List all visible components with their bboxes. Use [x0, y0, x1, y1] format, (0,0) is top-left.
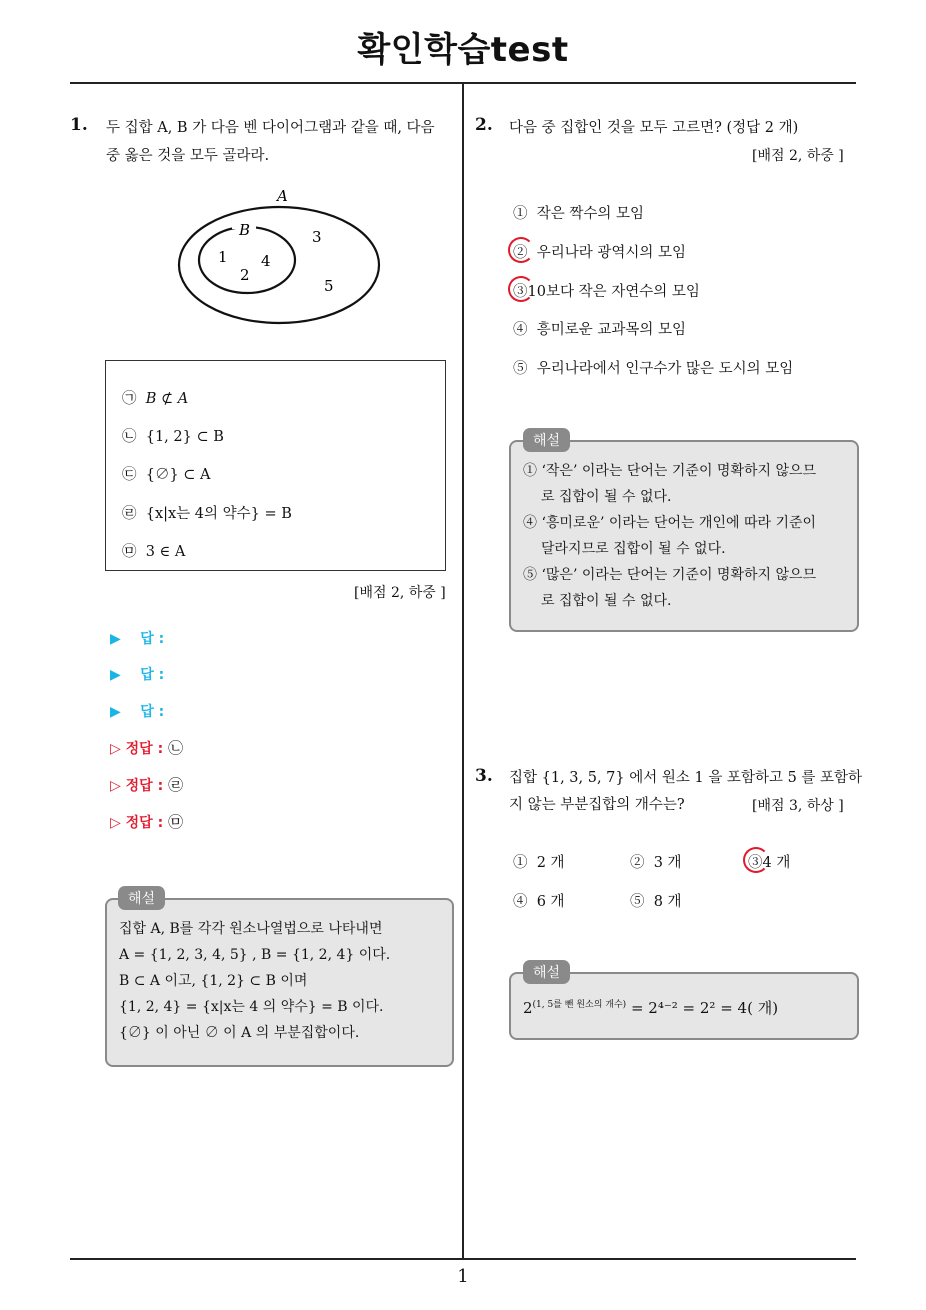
solution-line: ④ ‘흥미로운’ 이라는 단어는 개인에 따라 기준이	[523, 515, 817, 531]
venn-set-a-ellipse	[179, 207, 379, 323]
solution-line: 집합 A, B를 각각 원소나열법으로 나타내면	[119, 921, 383, 937]
correct-arrow-icon: ▷	[110, 815, 121, 831]
q3-option[interactable]: ⑤ 8 개	[630, 894, 682, 910]
q3-score: [배점 3, 하상 ]	[752, 798, 844, 814]
solution-line: ⑤ ‘많은’ 이라는 단어는 기준이 명확하지 않으므	[523, 567, 817, 583]
q2-number: 2.	[475, 115, 493, 135]
q3-option[interactable]: ① 2 개	[513, 855, 565, 871]
q1-choice-box	[105, 360, 446, 571]
correct-arrow-icon: ▷	[110, 741, 121, 757]
venn-label-a: A	[277, 187, 288, 205]
answer-arrow-icon: ▶	[110, 704, 121, 720]
q1-choice: ㉠ B ⊄ A	[122, 391, 189, 407]
q2-option[interactable]: ⑤ 우리나라에서 인구수가 많은 도시의 모임	[513, 361, 794, 377]
q1-choice: ㉡ {1, 2} ⊂ B	[122, 429, 224, 445]
solution-line: {∅} 이 아닌 ∅ 이 A 의 부분집합이다.	[119, 1025, 360, 1041]
q1-correct-row: ▷ 정답 : ㉣	[110, 776, 184, 794]
q2-option[interactable]: ① 작은 짝수의 모임	[513, 206, 644, 222]
q3-text-line1: 집합 {1, 3, 5, 7} 에서 원소 1 을 포함하고 5 를 포함하	[509, 770, 863, 786]
q1-number: 1.	[70, 115, 88, 135]
selected-circle-icon	[743, 847, 769, 873]
q1-choice: ㉤ 3 ∈ A	[122, 544, 186, 560]
page-title: 확인학습test	[357, 30, 569, 70]
q1-correct-row: ▷ 정답 : ㉤	[110, 813, 184, 831]
bottom-rule	[70, 1258, 856, 1260]
solution-line: 로 집합이 될 수 없다.	[541, 489, 672, 505]
q3-solution-tag: 해설	[523, 960, 570, 984]
q1-venn-diagram	[172, 185, 387, 325]
q1-choice: ㉢ {∅} ⊂ A	[122, 467, 211, 483]
q2-option[interactable]: ② 우리나라 광역시의 모임	[513, 245, 687, 261]
solution-line: {1, 2, 4} = {x|x는 4 의 약수} = B 이다.	[119, 999, 384, 1015]
solution-line: A = {1, 2, 3, 4, 5} , B = {1, 2, 4} 이다.	[119, 947, 391, 963]
solution-line: 달라지므로 집합이 될 수 없다.	[541, 541, 726, 557]
solution-line: 로 집합이 될 수 없다.	[541, 593, 672, 609]
selected-circle-icon	[508, 276, 534, 302]
q2-solution-box	[509, 440, 859, 632]
q3-number: 3.	[475, 766, 493, 786]
column-divider	[462, 84, 464, 1258]
answer-arrow-icon: ▶	[110, 631, 121, 647]
q3-option[interactable]: ② 3 개	[630, 855, 682, 871]
q2-solution-tag: 해설	[523, 428, 570, 452]
q1-text-line1: 두 집합 A, B 가 다음 벤 다이어그램과 같을 때, 다음	[106, 120, 435, 136]
venn-label-b: B	[239, 221, 251, 239]
q3-option[interactable]: ③4 개	[748, 855, 791, 871]
q1-correct-row: ▷ 정답 : ㉡	[110, 739, 184, 757]
selected-circle-icon	[508, 237, 534, 263]
page-number: 1	[457, 1266, 469, 1287]
solution-formula: $2^{(1, 5를 뺀 원소의 개수)} = 2^{4-2} = 2^2 = 4$( 개)	[523, 999, 779, 1017]
q3-text-line2: 지 않는 부분집합의 개수는?	[509, 797, 685, 813]
venn-element: 5	[324, 277, 334, 295]
q2-option[interactable]: ③10보다 작은 자연수의 모임	[513, 284, 700, 300]
q1-answer-row: ▶ 답 :	[110, 667, 165, 683]
q1-answer-row: ▶ 답 :	[110, 704, 165, 720]
q1-solution-tag: 해설	[118, 886, 165, 910]
q2-text: 다음 중 집합인 것을 모두 고르면? (정답 2 개)	[509, 120, 799, 136]
q1-answer-row: ▶ 답 :	[110, 631, 165, 647]
correct-arrow-icon: ▷	[110, 778, 121, 794]
q1-solution-box	[105, 898, 454, 1067]
venn-element: 2	[240, 266, 250, 284]
q1-text-line2: 중 옳은 것을 모두 골라라.	[106, 148, 270, 164]
solution-line: ① ‘작은’ 이라는 단어는 기준이 명확하지 않으므	[523, 463, 817, 479]
venn-element: 1	[218, 248, 228, 266]
answer-arrow-icon: ▶	[110, 667, 121, 683]
q3-option[interactable]: ④ 6 개	[513, 894, 565, 910]
q1-choice: ㉣ {x|x는 4의 약수} = B	[122, 506, 292, 522]
q2-score: [배점 2, 하중 ]	[752, 148, 844, 164]
solution-line: B ⊂ A 이고, {1, 2} ⊂ B 이며	[119, 973, 308, 989]
q1-score: [배점 2, 하중 ]	[354, 585, 446, 601]
venn-element: 3	[312, 228, 322, 246]
q2-option[interactable]: ④ 흥미로운 교과목의 모임	[513, 322, 687, 338]
venn-element: 4	[261, 252, 271, 270]
